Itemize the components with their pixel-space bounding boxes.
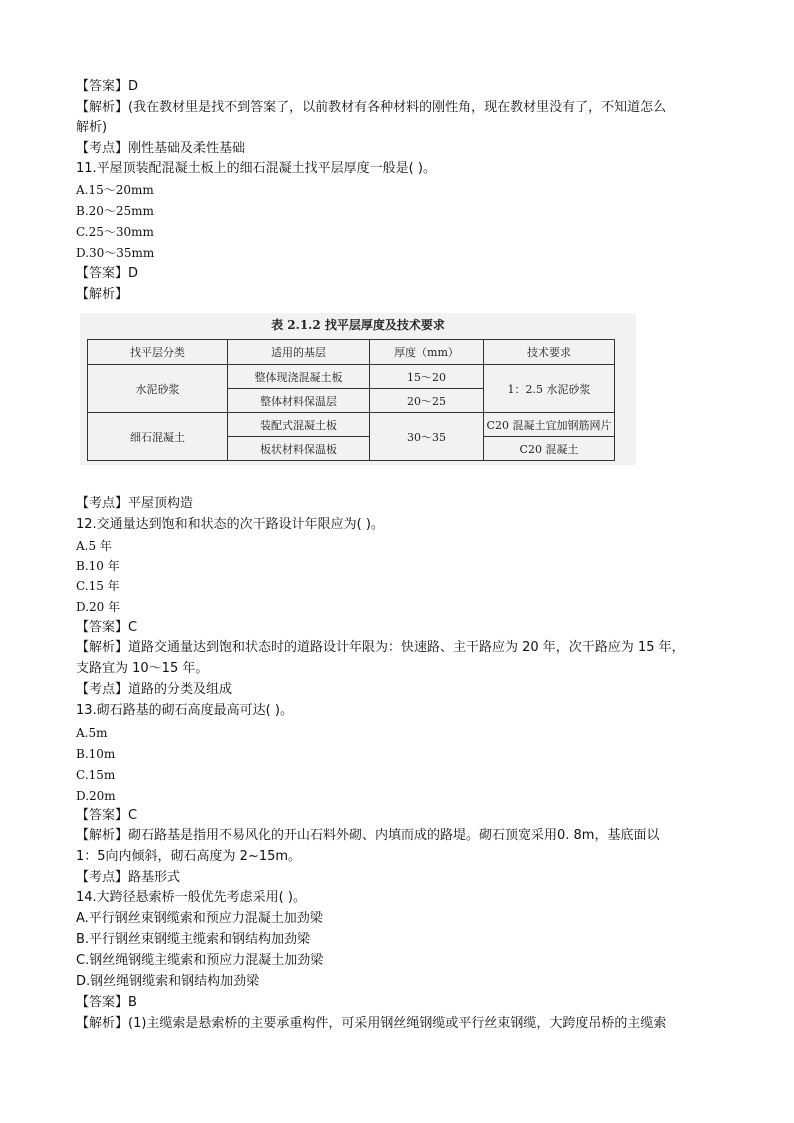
- table-cell: 20～25: [370, 389, 484, 413]
- topic-line: 【考点】路基形式: [76, 870, 181, 885]
- option-c: C.25～30mm: [76, 225, 154, 239]
- option-c: C.钢丝绳钢缆主缆索和预应力混凝土加劲梁: [76, 953, 324, 968]
- option-a: A.5m: [76, 726, 108, 740]
- option-c: C.15m: [76, 768, 116, 782]
- option-c: C.15 年: [76, 579, 120, 593]
- question-13: 13.砌石路基的砌石高度最高可达( )。: [76, 703, 293, 718]
- table-title: 表 2.1.2 找平层厚度及技术要求: [271, 318, 445, 332]
- thickness-table: [87, 339, 615, 461]
- option-a: A.平行钢丝束钢缆索和预应力混凝土加劲梁: [76, 911, 323, 926]
- table-cell: 装配式混凝土板: [228, 413, 370, 437]
- analysis-line-cont: 1：5向内倾斜，砌石高度为 2~15m。: [76, 849, 302, 864]
- option-d: D.20 年: [76, 600, 121, 614]
- table-cell: 整体现浇混凝土板: [228, 365, 370, 389]
- topic-line: 【考点】道路的分类及组成: [76, 682, 233, 697]
- option-b: B.平行钢丝束钢缆主缆索和钢结构加劲梁: [76, 932, 311, 947]
- question-14: 14.大跨径悬索桥一般优先考虑采用( )。: [76, 890, 306, 905]
- answer-line: 【答案】C: [76, 808, 138, 823]
- analysis-line: 【解析】: [76, 287, 129, 302]
- table-cell: 整体材料保温层: [228, 389, 370, 413]
- analysis-line-cont: 解析): [76, 120, 108, 135]
- table-cell: 1：2.5 水泥砂浆: [484, 365, 615, 413]
- table-row: [88, 365, 615, 389]
- option-d: D.30～35mm: [76, 246, 155, 260]
- analysis-line: 【解析】砌石路基是指用不易风化的开山石料外砌、内填而成的路堤。砌石顶宽采用0. 8m，基底面以: [76, 828, 660, 843]
- option-a: A.5 年: [76, 539, 112, 553]
- table-cell: 细石混凝土: [88, 413, 228, 461]
- table-header-cell: 适用的基层: [228, 340, 370, 365]
- analysis-line: 【解析】(我在教材里是找不到答案了，以前教材有各种材料的刚性角，现在教材里没有了，不知道怎么: [76, 100, 667, 115]
- option-d: D.20m: [76, 789, 116, 803]
- answer-line: 【答案】D: [76, 266, 139, 281]
- question-12: 12.交通量达到饱和和状态的次干路设计年限应为( )。: [76, 517, 384, 532]
- table-cell: C20 混凝土宜加钢筋网片: [484, 413, 615, 437]
- table-cell: 水泥砂浆: [88, 365, 228, 413]
- option-a: A.15～20mm: [76, 183, 154, 197]
- question-11: 11.平屋顶装配混凝土板上的细石混凝土找平层厚度一般是( )。: [76, 161, 436, 176]
- table-header-cell: 找平层分类: [88, 340, 228, 365]
- table-cell: 30～35: [370, 413, 484, 461]
- answer-line: 【答案】B: [76, 995, 137, 1010]
- analysis-line: 【解析】道路交通量达到饱和状态时的道路设计年限为：快速路、主干路应为 20 年，次干路应为 15 年，: [76, 640, 685, 655]
- table-header-cell: 技术要求: [484, 340, 615, 365]
- table-figure: [80, 313, 636, 465]
- table-cell: 板状材料保温板: [228, 437, 370, 461]
- analysis-line: 【解析】(1)主缆索是悬索桥的主要承重构件，可采用钢丝绳钢缆或平行丝束钢缆，大跨度吊桥的主缆索: [76, 1016, 667, 1031]
- option-b: B.10m: [76, 747, 116, 761]
- topic-line: 【考点】刚性基础及柔性基础: [76, 141, 246, 156]
- answer-line: 【答案】C: [76, 620, 138, 635]
- topic-line: 【考点】平屋顶构造: [76, 496, 194, 511]
- table-row: [88, 413, 615, 437]
- answer-line: 【答案】D: [76, 79, 139, 94]
- option-d: D.钢丝绳钢缆索和钢结构加劲梁: [76, 974, 260, 989]
- table-header-row: [88, 340, 615, 365]
- analysis-line-cont: 支路宜为 10～15 年。: [76, 661, 209, 676]
- table-cell: 15～20: [370, 365, 484, 389]
- option-b: B.20～25mm: [76, 204, 154, 218]
- option-b: B.10 年: [76, 559, 120, 573]
- table-header-cell: 厚度（mm）: [370, 340, 484, 365]
- table-cell: C20 混凝土: [484, 437, 615, 461]
